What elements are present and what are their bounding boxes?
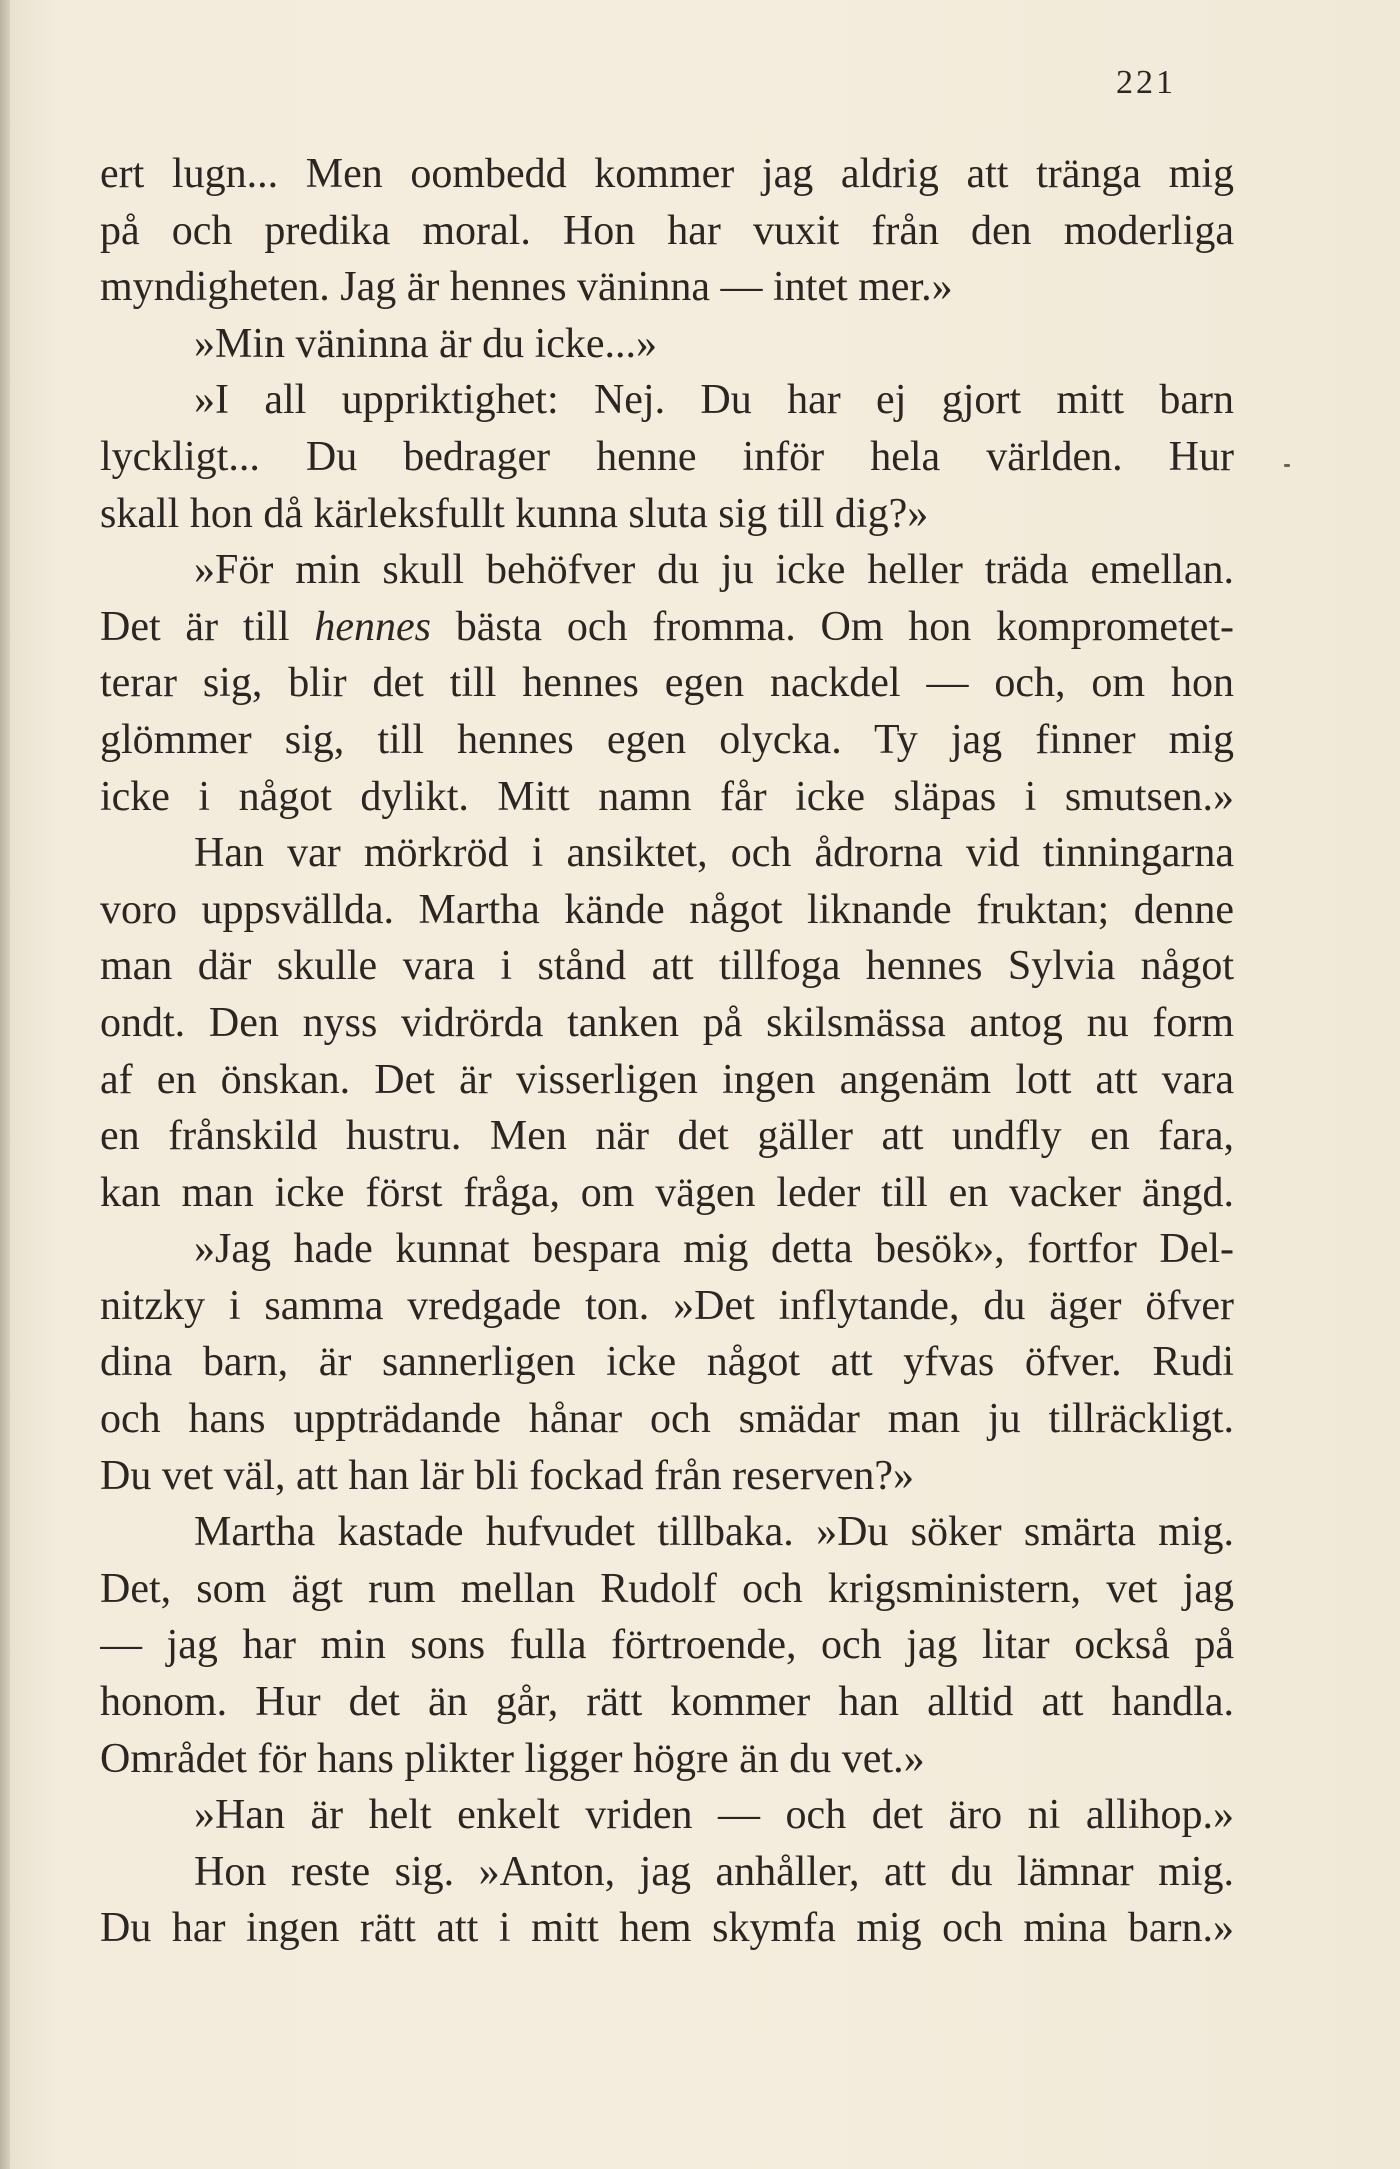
text-line: en frånskild hustru. Men när det gäller att undfly en fara, <box>100 1113 1234 1160</box>
text-line: lyckligt... Du bedrager henne inför hela världen. Hur <box>100 433 1234 480</box>
text-line: på och predika moral. Hon har vuxit från den moderliga <box>100 207 1234 254</box>
text-line: voro uppsvällda. Martha kände något liknande fruktan; denne <box>100 886 1234 933</box>
text-line: »För min skull behöfver du ju icke heller träda emellan. <box>194 547 1234 594</box>
text-segment: Det är till <box>100 603 315 650</box>
text-line: Martha kastade hufvudet tillbaka. »Du söker smärta mig. <box>194 1509 1234 1556</box>
text-line: »I all uppriktighet: Nej. Du har ej gjort mitt barn <box>194 377 1234 424</box>
text-line: icke i något dylikt. Mitt namn får icke släpas i smutsen.» <box>100 773 1234 820</box>
text-line: — jag har min sons fulla förtroende, och jag litar också på <box>100 1622 1234 1669</box>
text-line: Hon reste sig. »Anton, jag anhåller, att du lämnar mig. <box>194 1848 1234 1895</box>
text-line: dina barn, är sannerligen icke något att yfvas öfver. Rudi <box>100 1339 1234 1386</box>
text-line: man där skulle vara i stånd att tillfoga hennes Sylvia något <box>100 943 1234 990</box>
text-line: ert lugn... Men oombedd kommer jag aldrig att tränga mig <box>100 151 1234 197</box>
text-line: terar sig, blir det till hennes egen nackdel — och, om hon <box>100 660 1234 707</box>
italic-word: hennes <box>314 603 431 650</box>
page-number: 221 <box>1116 64 1176 101</box>
text-line: glömmer sig, till hennes egen olycka. Ty jag finner mig <box>100 716 1234 763</box>
text-segment: bästa och fromma. Om hon komprometet- <box>430 603 1234 650</box>
text-line: Du vet väl, att han lär bli fockad från reserven?» <box>100 1452 914 1499</box>
text-line: af en önskan. Det är visserligen ingen angenäm lott att vara <box>100 1056 1234 1103</box>
text-line <box>100 599 1234 656</box>
text-line: kan man icke först fråga, om vägen leder till en vacker ängd. <box>100 1169 1234 1216</box>
body-text <box>100 146 1234 1957</box>
text-line: nitzky i samma vredgade ton. »Det inflytande, du äger öfver <box>100 1282 1234 1329</box>
text-line: Det, som ägt rum mellan Rudolf och krigsministern, vet jag <box>100 1565 1234 1612</box>
text-line: Han var mörkröd i ansiktet, och ådrorna vid tinningarna <box>194 830 1234 877</box>
text-line: skall hon då kärleksfullt kunna sluta sig till dig?» <box>100 490 929 537</box>
text-line: Du har ingen rätt att i mitt hem skymfa mig och mina barn.» <box>100 1905 1234 1952</box>
text-line: »Han är helt enkelt vriden — och det äro ni allihop.» <box>194 1792 1234 1839</box>
margin-mark <box>1284 464 1290 467</box>
text-line: »Min väninna är du icke...» <box>194 320 658 367</box>
binding-edge <box>0 0 10 2169</box>
text-line: ondt. Den nyss vidrörda tanken på skilsmässa antog nu form <box>100 999 1234 1046</box>
text-line: honom. Hur det än går, rätt kommer han alltid att handla. <box>100 1679 1234 1726</box>
text-line: Området för hans plikter ligger högre än du vet.» <box>100 1735 925 1782</box>
text-line: och hans uppträdande hånar och smädar man ju tillräckligt. <box>100 1396 1234 1443</box>
text-line: »Jag hade kunnat bespara mig detta besök», fortfor Del- <box>194 1226 1234 1273</box>
text-line: myndigheten. Jag är hennes väninna — intet mer.» <box>100 264 953 311</box>
